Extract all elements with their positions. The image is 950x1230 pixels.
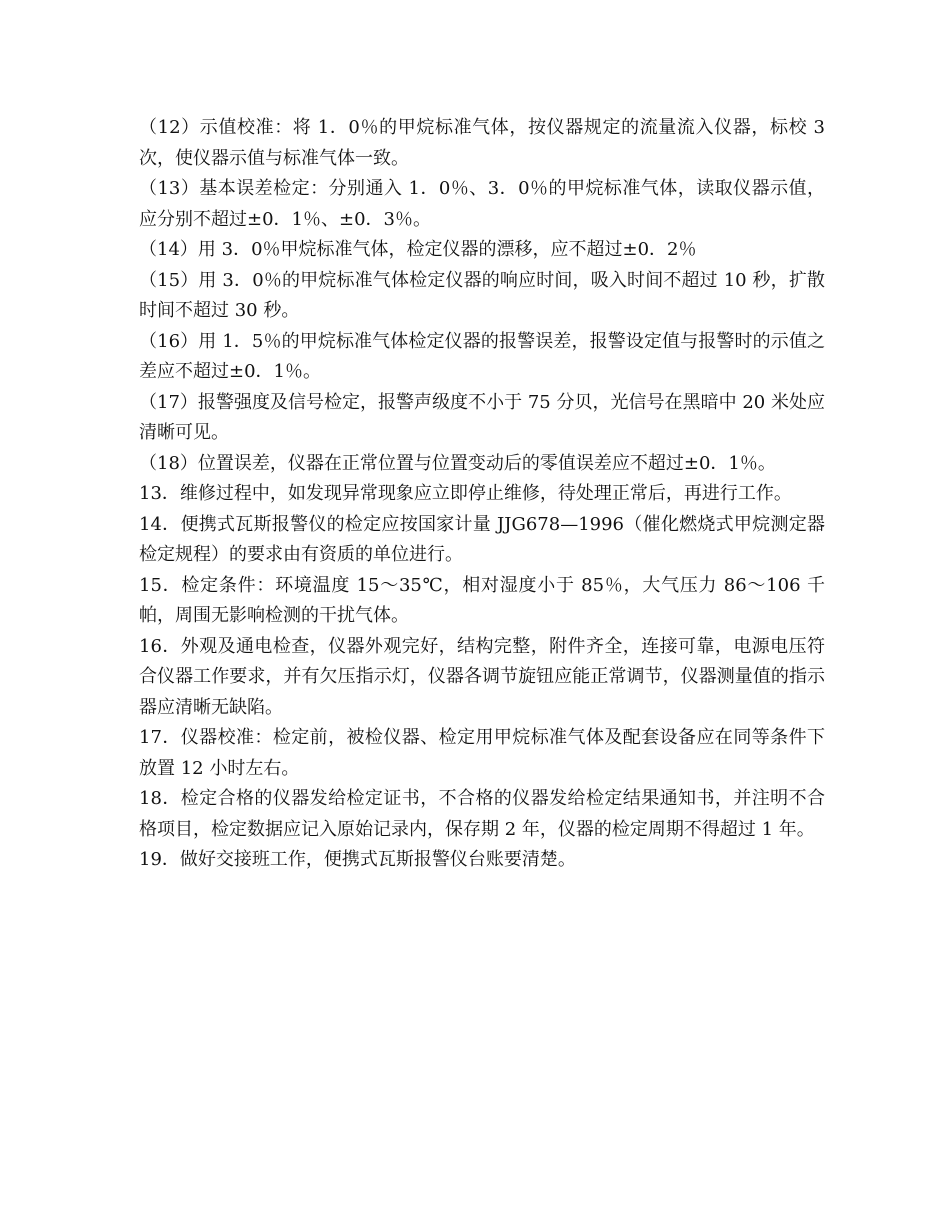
paragraph-16: （16）用 1．5％的甲烷标准气体检定仪器的报警误差，报警设定值与报警时的示值之差应不超过±0．1％。 [139,330,825,382]
paragraph-12: （12）示值校准：将 1．0％的甲烷标准气体，按仪器规定的流量流入仪器，标校 3 次，使仪器示值与标准气体一致。 [139,117,825,169]
document-body [139,113,825,876]
paragraph-15: （15）用 3．0％的甲烷标准气体检定仪器的响应时间，吸入时间不超过 10 秒，扩散时间不超过 30 秒。 [139,269,825,321]
paragraph-17: （17）报警强度及信号检定，报警声级度不小于 75 分贝，光信号在黑暗中 20 米处应清晰可见。 [139,391,825,443]
item-18: 18．检定合格的仪器发给检定证书，不合格的仪器发给检定结果通知书，并注明不合格项目，检定数据应记入原始记录内，保存期 2 年，仪器的检定周期不得超过 1 年。 [139,788,825,840]
item-19: 19．做好交接班工作，便携式瓦斯报警仪台账要清楚。 [139,849,576,870]
item-14: 14．便携式瓦斯报警仪的检定应按国家计量 JJG678—1996（催化燃烧式甲烷测定器检定规程）的要求由有资质的单位进行。 [139,513,825,565]
paragraph-13: （13）基本误差检定：分别通入 1．0％、3．0％的甲烷标准气体，读取仪器示值，应分别不超过±0．1％、±0．3％。 [139,178,825,230]
item-17: 17．仪器校准：检定前，被检仪器、检定用甲烷标准气体及配套设备应在同等条件下放置 12 小时左右。 [139,727,825,779]
item-16: 16．外观及通电检查，仪器外观完好，结构完整，附件齐全，连接可靠，电源电压符合仪器工作要求，并有欠压指示灯，仪器各调节旋钮应能正常调节，仪器测量值的指示器应清晰无缺陷。 [139,635,825,718]
paragraph-18: （18）位置误差，仪器在正常位置与位置变动后的零值误差应不超过±0．1％。 [139,452,776,474]
item-15: 15．检定条件：环境温度 15～35℃，相对湿度小于 85％，大气压力 86～106 千帕，周围无影响检测的干扰气体。 [139,574,825,626]
item-13: 13．维修过程中，如发现异常现象应立即停止维修，待处理正常后，再进行工作。 [139,483,792,504]
paragraph-14: （14）用 3．0％甲烷标准气体，检定仪器的漂移，应不超过±0．2％ [139,239,697,260]
